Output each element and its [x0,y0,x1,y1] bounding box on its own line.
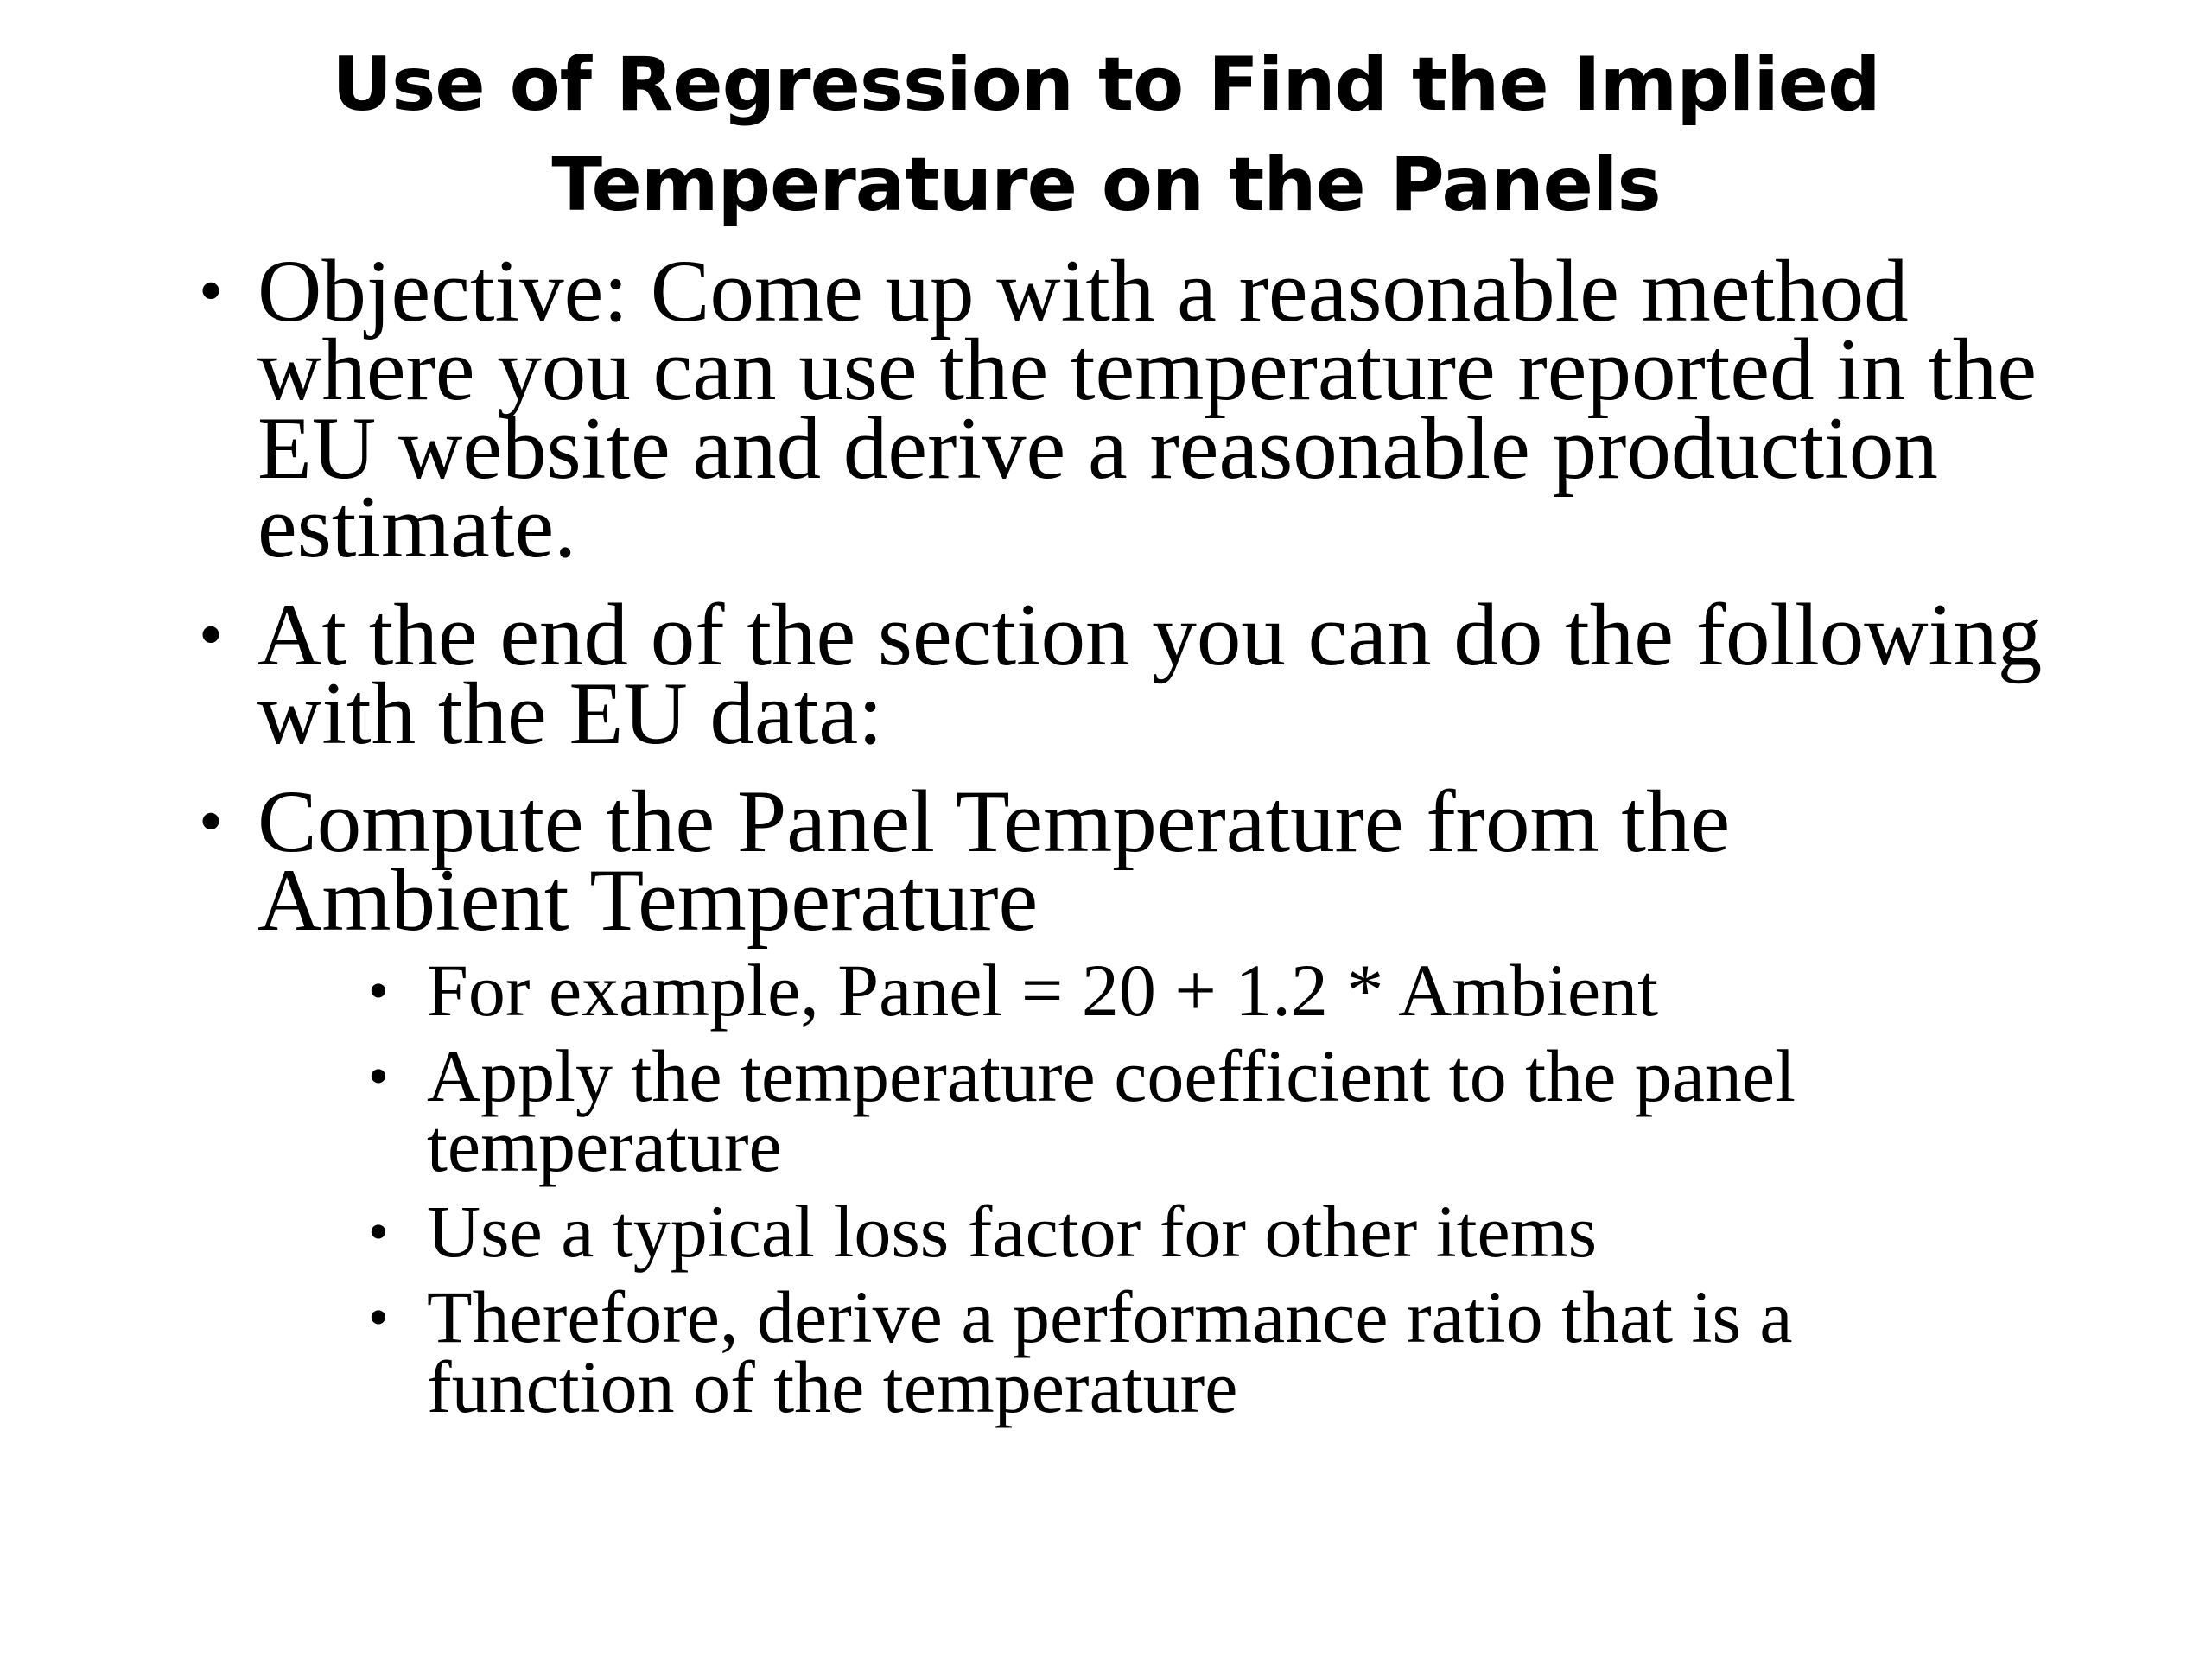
slide-title [173,35,2039,235]
bullet-list [199,242,2048,1428]
bullet-icon: • [199,253,224,329]
slide-title-line-2: Temperature on the Panels [551,142,1661,228]
sub-bullet-list [257,949,2048,1428]
bullet-text: Objective: Come up with a reasonable method where you can use the temperature reported in the EU website and derive a reasonable production estimate. [257,242,2037,576]
sub-bullet-item [368,1275,2048,1428]
bullet-icon: • [368,1043,389,1109]
sub-bullet-text: Therefore, derive a performance ratio that is a function of the temperature [427,1275,1793,1428]
sub-bullet-item [368,1190,2048,1273]
sub-bullet-item [368,949,2048,1032]
slide-body [199,242,2048,1452]
bullet-icon: • [199,597,224,673]
sub-bullet-text: Apply the temperature coefficient to the panel temperature [427,1034,1796,1187]
bullet-item-compute-panel-temperature [199,772,2048,1428]
bullet-icon: • [368,1198,389,1264]
bullet-item-end-of-section [199,586,2048,763]
sub-bullet-item [368,1034,2048,1187]
bullet-text: Compute the Panel Temperature from the Ambient Temperature [257,772,1731,950]
sub-bullet-text: Use a typical loss factor for other items [427,1190,1598,1273]
bullet-item-objective [199,242,2048,576]
slide-title-line-1: Use of Regression to Find the Implied [332,41,1880,128]
sub-bullet-text: For example, Panel = 20 + 1.2 * Ambient [427,949,1659,1032]
bullet-icon: • [368,957,389,1023]
bullet-text: At the end of the section you can do the following with the EU data: [257,586,2043,763]
bullet-icon: • [368,1284,389,1350]
bullet-icon: • [199,784,224,860]
